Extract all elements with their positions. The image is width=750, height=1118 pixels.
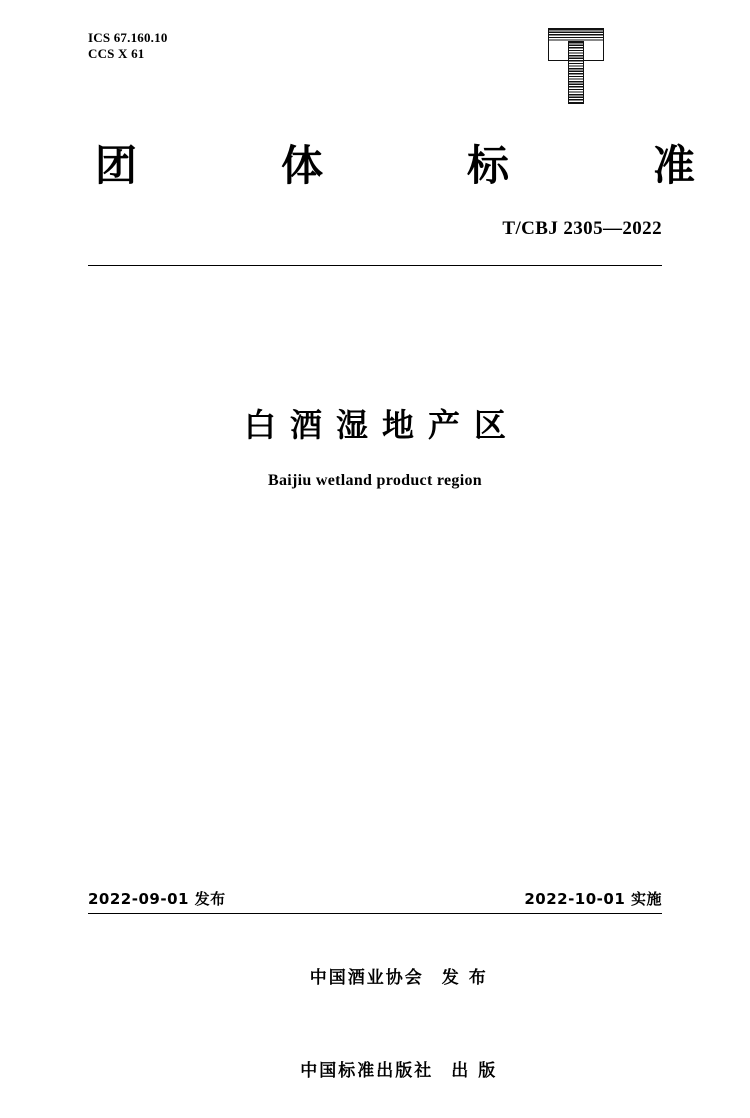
publisher-organization: 中国酒业协会 (309, 968, 424, 988)
header-divider (88, 265, 662, 266)
issue-date: 2022-09-01 发布 (88, 890, 226, 908)
printer-organization: 中国标准出版社 (300, 1061, 434, 1081)
publisher-row-1 (0, 932, 750, 1025)
t-logo-right-notch (584, 41, 604, 61)
standard-type-heading (95, 140, 695, 192)
t-logo-top-bar (548, 28, 604, 42)
publisher-block (0, 932, 750, 1118)
publisher-action: 发 布 (441, 968, 488, 988)
footer-divider (88, 913, 662, 914)
page-title: 白酒湿地产区 (243, 406, 520, 444)
standard-type-char-4: 准 (652, 141, 695, 190)
standard-type-char-3: 标 (466, 141, 509, 190)
standard-type-char-1: 团 (95, 141, 138, 190)
page-title-english: Baijiu wetland product region (268, 472, 482, 489)
ccs-code: CCS X 61 (88, 46, 145, 61)
t-logo-stem (568, 42, 584, 104)
implementation-date: 2022-10-01 实施 (524, 890, 662, 908)
ics-code: ICS 67.160.10 (88, 30, 168, 45)
publisher-row-2 (0, 1025, 750, 1118)
standard-type-char-2: 体 (280, 141, 323, 190)
classification-codes (88, 30, 168, 62)
printer-action: 出 版 (451, 1061, 498, 1081)
t-logo-left-notch (548, 41, 568, 61)
standard-number: T/CBJ 2305—2022 (502, 218, 662, 239)
t-standard-logo-icon (540, 28, 612, 108)
